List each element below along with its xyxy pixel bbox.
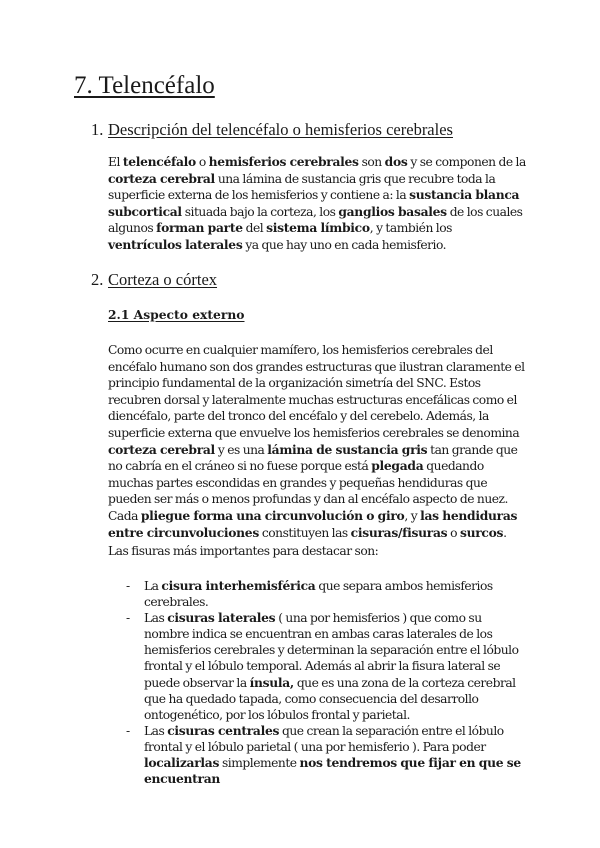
text-run: tan grande que no cabría en el cráneo si no fuese porque está xyxy=(108,442,518,474)
list-item-text xyxy=(144,724,521,786)
bold-term: las hendiduras entre circunvoluciones xyxy=(108,507,518,540)
list-item xyxy=(126,610,526,723)
bold-term: telencéfalo xyxy=(122,154,196,169)
bold-term: sustancia blanca subcortical xyxy=(108,187,520,219)
text-run: , y xyxy=(404,508,421,523)
bullet-dash: - xyxy=(126,723,130,738)
text-run: son xyxy=(358,155,385,169)
text-run: o xyxy=(447,525,460,540)
text-run: que es una zona de la corteza cerebral que ha quedado tapada, como consecuencia del desarrollo ontogenético, por los lóbulos frontal y parietal. xyxy=(144,675,516,722)
bold-term: localizarlas xyxy=(144,755,220,771)
section-number: 1. xyxy=(91,120,104,139)
bold-term: hemisferios cerebrales xyxy=(208,154,359,169)
text-run: simplemente xyxy=(219,756,300,771)
bold-term: dos xyxy=(384,154,408,169)
bold-term: ganglios basales xyxy=(338,203,447,219)
text-run: , y también los xyxy=(369,221,452,236)
list-item-text xyxy=(144,611,518,722)
bold-term: sistema límbico xyxy=(266,220,370,236)
text-run: que separa ambos hemisferios cerebrales. xyxy=(144,579,493,610)
fissures-intro: Las fisuras más importantes para destacar son: xyxy=(108,544,379,558)
subsection-heading: 2.1 Aspecto externo xyxy=(108,307,245,322)
text-run: del xyxy=(242,221,267,236)
section-heading-2 xyxy=(91,270,217,290)
text-run: que crean la separación entre el lóbulo frontal y el lóbulo parietal ( una por hemisferio ). Para poder xyxy=(144,723,504,754)
bold-term: cisuras/fisuras xyxy=(350,524,448,540)
bold-term: plegada xyxy=(371,458,424,474)
bold-term: ínsula, xyxy=(249,674,294,690)
text-run: constituyen las xyxy=(258,525,351,540)
bold-term: forman parte xyxy=(156,220,243,236)
text-run: quedando muchas partes escondidas en grandes y pequeñas hendiduras que pueden ser más o menos profundas y dan al encéfalo aspecto de nuez. Cada xyxy=(108,459,508,523)
text-run: Las xyxy=(144,611,168,626)
bold-term: corteza cerebral xyxy=(108,170,215,186)
telencephalon-description-paragraph xyxy=(108,154,526,254)
bold-term: corteza cerebral xyxy=(108,441,215,457)
bold-term: cisuras centrales xyxy=(167,722,280,738)
text-run: Las xyxy=(144,723,168,738)
text-run: ( una por hemisferios ) que como su nombre indica se encuentran en ambas caras laterales de los hemisferios cerebrales y determinan la separación entre el lóbulo frontal y el lóbulo temporal. Además al abrir la fisura lateral se puede observar la xyxy=(144,611,519,690)
text-run: ya que hay uno en cada hemisferio. xyxy=(242,237,447,252)
bold-term: cisura interhemisférica xyxy=(161,578,316,593)
bold-term: pliegue forma una circunvolución o giro xyxy=(140,507,405,523)
fissures-list xyxy=(126,578,526,787)
list-item-text xyxy=(144,579,493,609)
text-run: El xyxy=(108,155,123,169)
bullet-dash: - xyxy=(126,579,130,593)
text-run: Como ocurre en cualquier mamífero, los hemisferios cerebrales del encéfalo humano son dos grandes estructuras que ilustran claramente el principio fundamental de la organización simetría del SNC. Estos recubren dorsal y lateralmente muchas estructuras encefálicas como el diencéfalo, parte del tronco del encéfalo y del cerebelo. Además, la superficie externa que envuelve los hemisferios cerebrales se denomina xyxy=(108,343,525,440)
text-run: . xyxy=(503,525,507,540)
bullet-dash: - xyxy=(126,611,130,626)
text-run: de los cuales algunos xyxy=(108,204,523,236)
text-run: y se componen de la xyxy=(407,155,526,169)
bold-term: surcos xyxy=(459,524,504,540)
list-item xyxy=(126,723,526,787)
text-run: y es una xyxy=(214,442,268,457)
text-run: situada bajo la corteza, los xyxy=(181,204,339,219)
section-number: 2. xyxy=(91,270,104,289)
bold-term: cisuras laterales xyxy=(167,610,276,626)
section-heading-text: Corteza o córtex xyxy=(108,270,218,289)
text-run: o xyxy=(195,155,209,169)
text-run: La xyxy=(144,579,162,593)
bold-term: ventrículos laterales xyxy=(108,236,243,252)
bold-term: lámina de sustancia gris xyxy=(267,441,428,457)
bold-term: nos tendremos que fijar en que se encuentran xyxy=(144,755,521,787)
text-run: una lámina de sustancia gris que recubre toda la superficie externa de los hemisferios y contiene a: la xyxy=(108,171,496,203)
external-aspect-paragraph xyxy=(108,342,526,541)
list-item xyxy=(126,578,526,610)
section-heading-text: Descripción del telencéfalo o hemisferios cerebrales xyxy=(108,120,453,139)
page-title: 7. Telencéfalo xyxy=(74,72,215,99)
section-heading-1 xyxy=(91,120,453,140)
